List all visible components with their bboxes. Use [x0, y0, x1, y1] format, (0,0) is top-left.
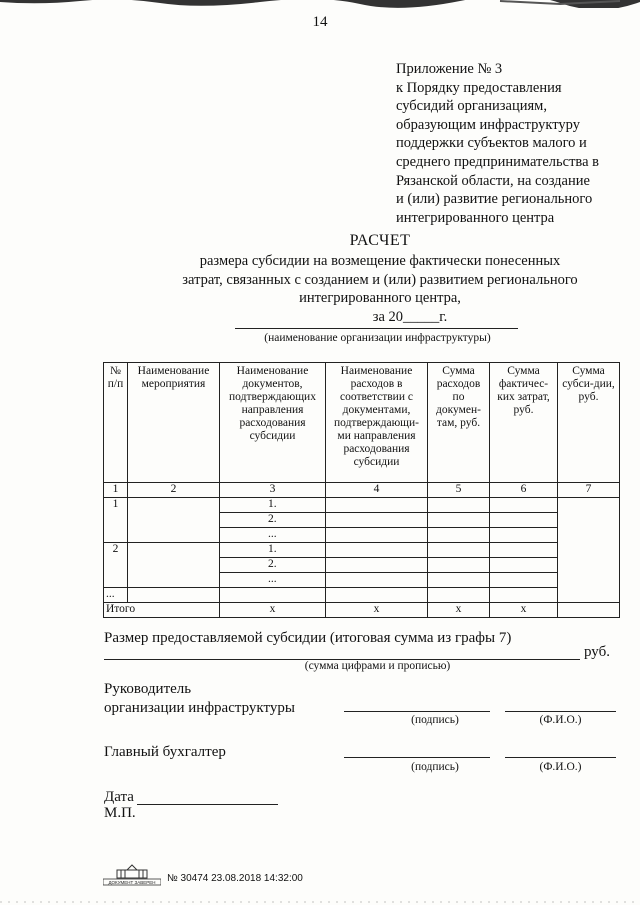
total-subsidy-cell: [558, 603, 620, 618]
head-signature-line: [344, 711, 490, 712]
cell: [490, 528, 558, 543]
document-item: 2.: [220, 513, 326, 528]
head-label-line: Руководитель: [104, 681, 192, 697]
appendix-line: Приложение № 3: [396, 61, 503, 77]
table-row: [104, 498, 620, 513]
head-label-line: организации инфраструктуры: [104, 700, 295, 716]
document-item: ...: [220, 573, 326, 588]
document-item: 1.: [220, 543, 326, 558]
head-label: [104, 680, 295, 718]
cell: [490, 588, 558, 603]
head-signature-caption: (подпись): [411, 714, 459, 726]
total-label: Итого: [104, 603, 220, 618]
cell: [428, 513, 490, 528]
cell: [490, 498, 558, 513]
table-header-row: [104, 363, 620, 483]
chief-signature-line: [344, 757, 490, 758]
appendix-line: образующим инфраструктуру: [396, 116, 580, 133]
cell: [490, 573, 558, 588]
cell: [490, 558, 558, 573]
cell: [490, 543, 558, 558]
date-underline: [137, 804, 278, 805]
date-label: Дата: [104, 789, 134, 805]
col-header-documents: Наименование документов, подтверждающих направления расходования субсидии: [220, 363, 326, 483]
scan-bottom-edge: [0, 896, 640, 905]
chief-name-line: [505, 757, 616, 758]
document-title: РАСЧЕТ: [349, 232, 411, 249]
document-subtitle: [140, 252, 620, 326]
document-item: 2.: [220, 558, 326, 573]
cell: [428, 543, 490, 558]
subsidy-cell: [558, 498, 620, 603]
cell: [490, 513, 558, 528]
stamp-place-label: М.П.: [104, 805, 136, 821]
total-cell: x: [428, 603, 490, 618]
col-header-event: Наименование мероприятия: [128, 363, 220, 483]
cell: [428, 528, 490, 543]
scan-top-edge: [0, 0, 640, 8]
appendix-line: интегрированного центра: [396, 209, 555, 226]
subtitle-line: интегрированного центра,: [299, 290, 461, 306]
cell: [326, 543, 428, 558]
page-number: 14: [312, 14, 328, 30]
registration-stamp: № 30474 23.08.2018 14:32:00: [167, 873, 303, 884]
org-name-underline: [235, 328, 518, 329]
event-cell: [128, 498, 220, 543]
subtitle-line: за 20_____г.: [372, 308, 448, 325]
column-number: 5: [428, 483, 490, 498]
cell: [428, 573, 490, 588]
col-header-subsidy: Сумма субси-дии, руб.: [558, 363, 620, 483]
cell: [326, 558, 428, 573]
appendix-line: к Порядку предоставления: [396, 79, 562, 96]
chief-accountant-label: Главный бухгалтер: [104, 744, 226, 760]
group-number: 2: [104, 543, 128, 588]
ellipsis-row-label: ...: [104, 588, 128, 603]
column-number-row: [104, 483, 620, 498]
col-header-doc-sum: Сумма расходов по докумен-там, руб.: [428, 363, 490, 483]
certification-logo-icon: [103, 864, 161, 886]
column-number: 3: [220, 483, 326, 498]
appendix-line: субсидий организациям,: [396, 98, 547, 115]
column-number: 7: [558, 483, 620, 498]
column-number: 2: [128, 483, 220, 498]
column-number: 1: [104, 483, 128, 498]
total-cell: x: [326, 603, 428, 618]
document-item: 1.: [220, 498, 326, 513]
total-row: [104, 603, 620, 618]
rub-label: руб.: [584, 644, 610, 660]
cell: [428, 558, 490, 573]
appendix-line: Рязанской области, на создание: [396, 172, 590, 189]
subtitle-line: размера субсидии на возмещение фактически понесенных: [199, 253, 561, 269]
appendix-line: и (или) развитие регионального: [396, 191, 593, 208]
col-header-expenses: Наименование расходов в соответствии с документами, подтверждающи-ми направления расходования субсидии: [326, 363, 428, 483]
column-number: 6: [490, 483, 558, 498]
cell: [326, 588, 428, 603]
cell: [326, 573, 428, 588]
document-item: ...: [220, 528, 326, 543]
chief-name-caption: (Ф.И.О.): [539, 761, 582, 773]
event-cell: [128, 543, 220, 588]
head-name-caption: (Ф.И.О.): [539, 714, 582, 726]
group-number: 1: [104, 498, 128, 543]
chief-signature-caption: (подпись): [411, 761, 459, 773]
appendix-block: [396, 60, 632, 227]
appendix-line: поддержки субъектов малого и: [396, 135, 587, 152]
cell: [326, 513, 428, 528]
certification-logo-text: ДОКУМЕНТ ЗАВЕРЕН: [108, 880, 156, 885]
amount-caption: (сумма цифрами и прописью): [304, 660, 451, 672]
appendix-line: среднего предпринимательства в: [396, 153, 599, 170]
cell: [326, 528, 428, 543]
cell: [428, 588, 490, 603]
table-row: [104, 588, 620, 603]
total-cell: x: [490, 603, 558, 618]
subsidy-amount-text: Размер предоставляемой субсидии (итоговая сумма из графы 7): [104, 630, 512, 646]
column-number: 4: [326, 483, 428, 498]
calculation-table: [103, 362, 620, 618]
total-cell: x: [220, 603, 326, 618]
cell: [220, 588, 326, 603]
head-name-line: [505, 711, 616, 712]
table-row: [104, 543, 620, 558]
cell: [326, 498, 428, 513]
cell: [128, 588, 220, 603]
org-name-caption: (наименование организации инфраструктуры): [264, 332, 491, 344]
cell: [428, 498, 490, 513]
subtitle-line: затрат, связанных с созданием и (или) развитием регионального: [182, 271, 578, 288]
col-header-number: № п/п: [104, 363, 128, 483]
col-header-actual-costs: Сумма фактичес-ких затрат, руб.: [490, 363, 558, 483]
